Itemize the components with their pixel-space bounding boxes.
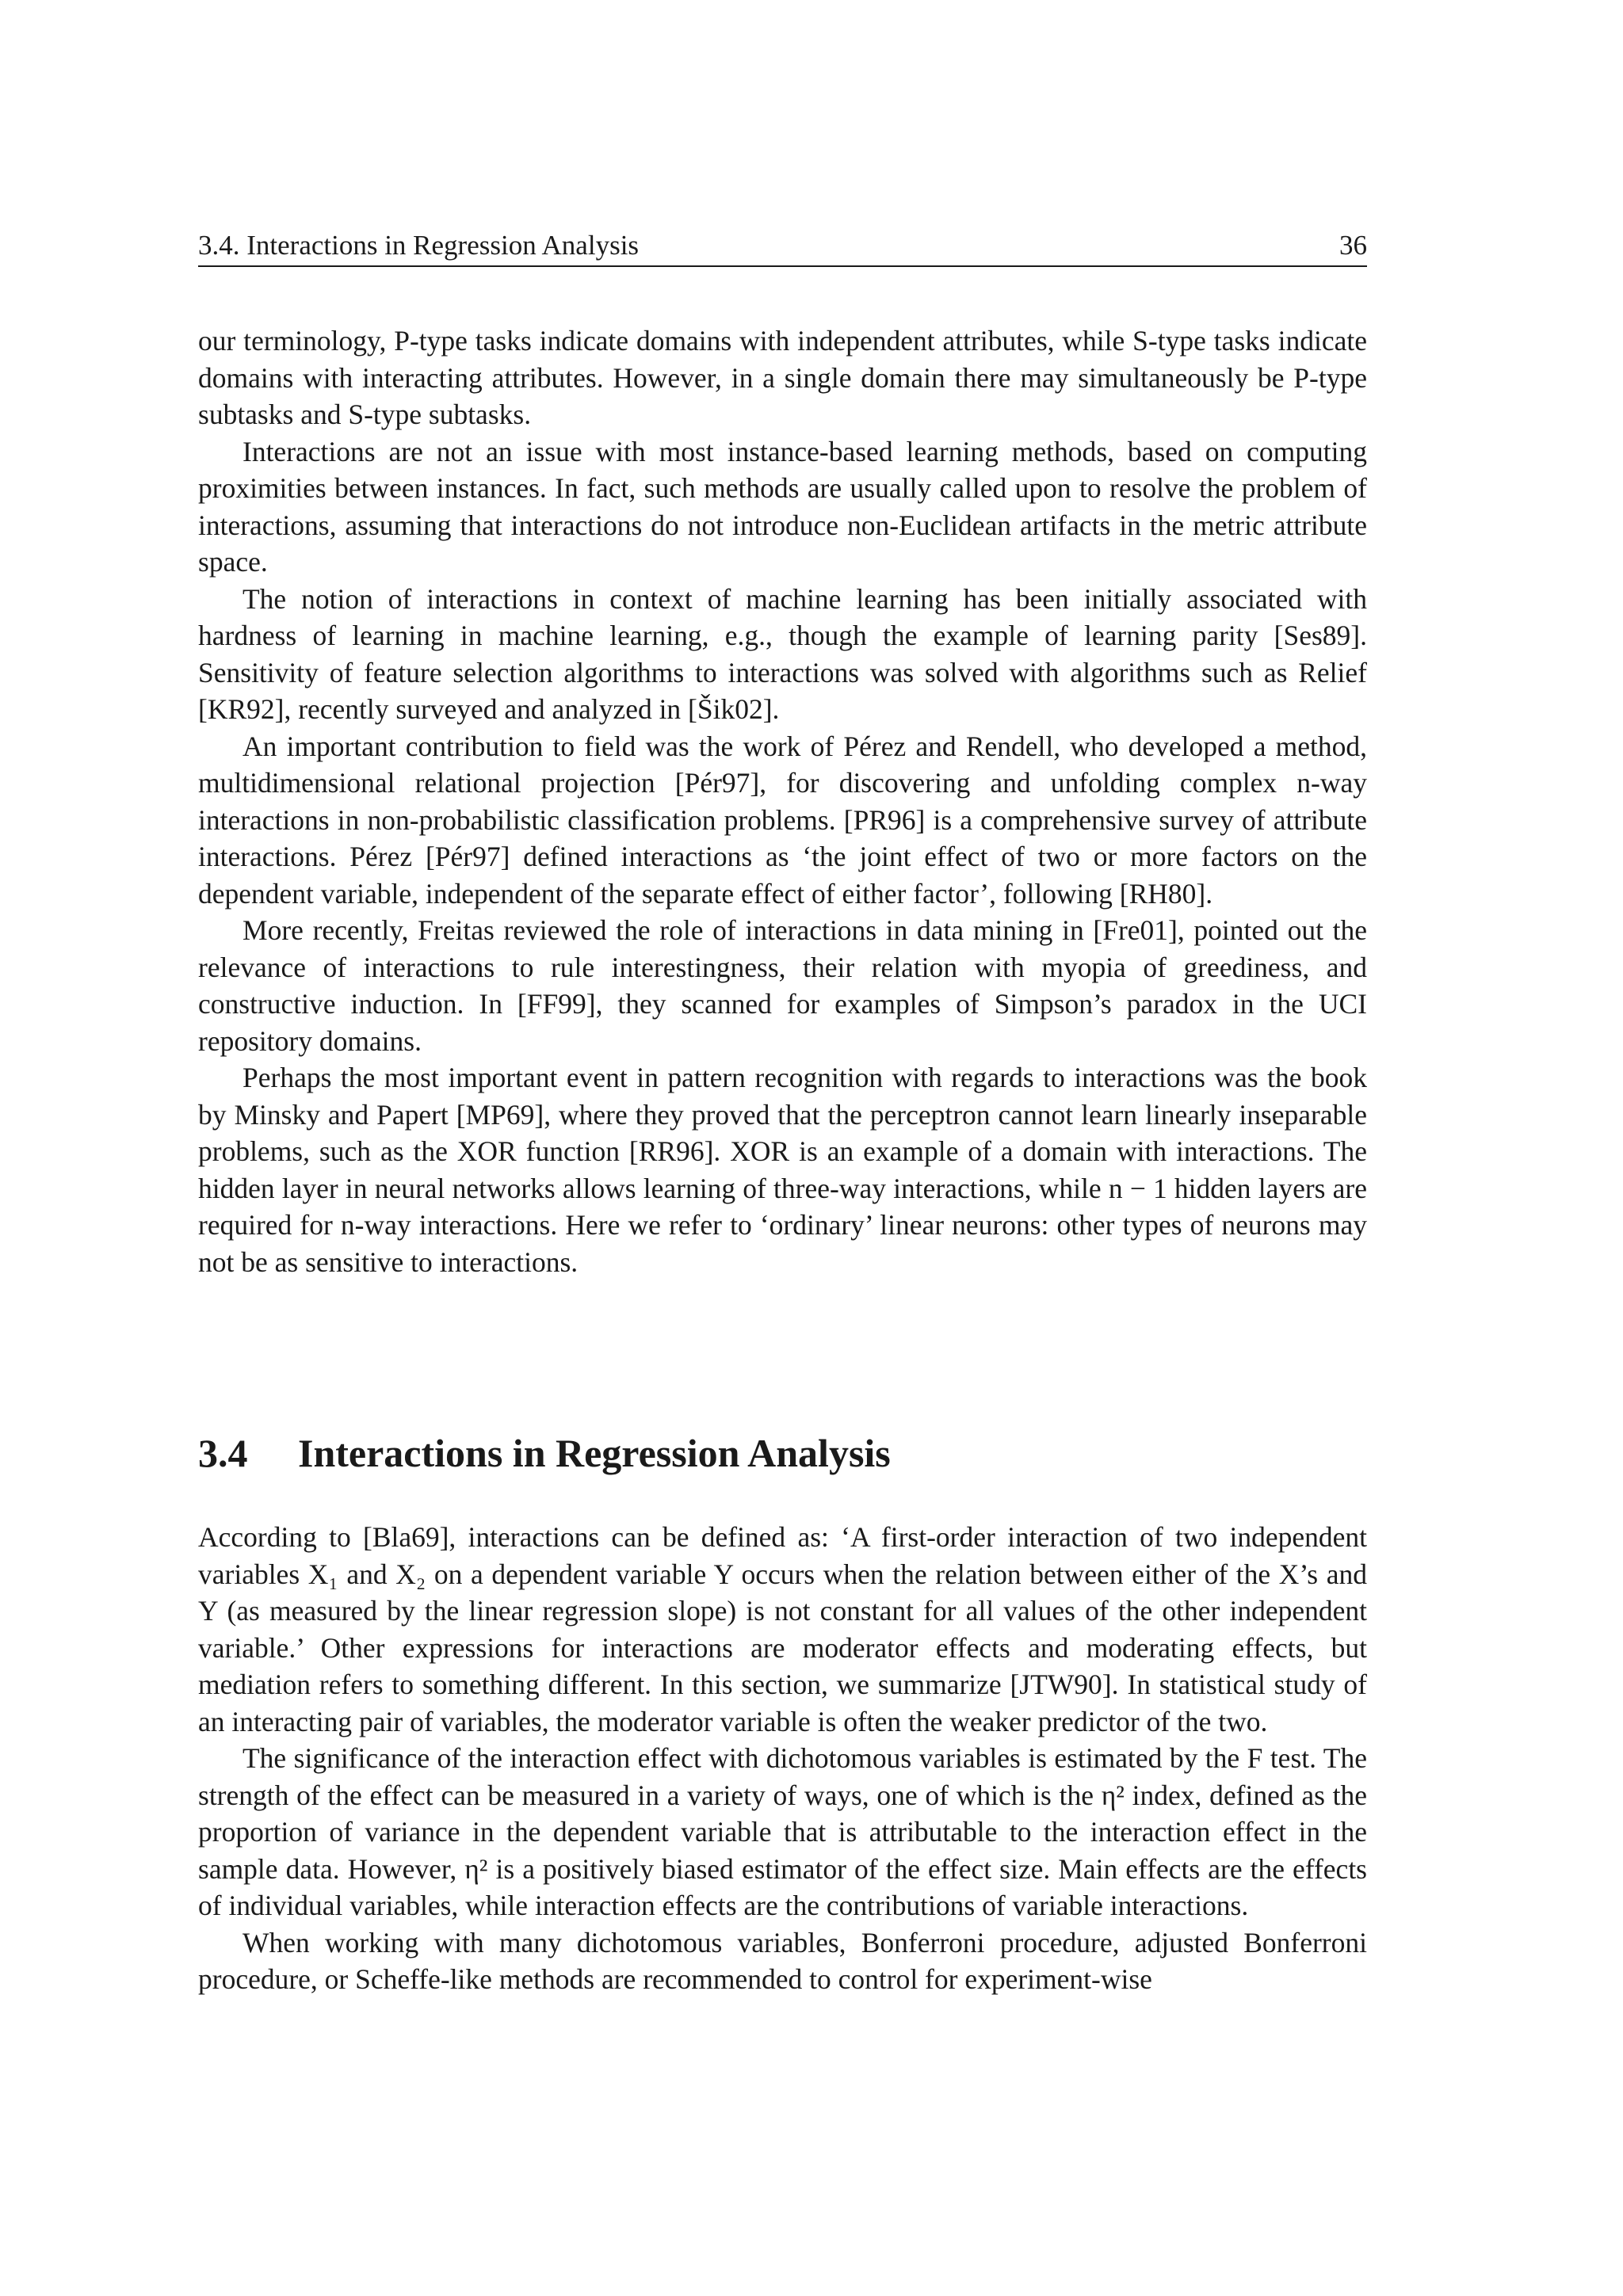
section-title: Interactions in Regression Analysis [298,1431,891,1475]
paragraph: According to [Bla69], interactions can be defined as: ‘A first-order interaction of two independent variables X₁ and X₂ on a dependent variable Y occurs when the relation between either of the X’s and Y (as measured by the linear regression slope) is not constant for all values of the other independent variable.’ Other expressions for interactions are moderator effects and moderating effects, but mediation refers to something different. In this section, we summarize [JTW90]. In statistical study of an interacting pair of variables, the moderator variable is often the weaker predictor of the two. [198,1521,1367,1737]
body-text-before-section [198,322,1367,1280]
running-title: 3.4. Interactions in Regression Analysis [198,230,640,261]
running-header [198,225,1367,266]
page-number: 36 [1339,230,1367,261]
paragraph: Perhaps the most important event in pattern recognition with regards to interactions was the book by Minsky and Papert [MP69], where they proved that the perceptron cannot learn linearly inseparable problems, such as the XOR function [RR96]. XOR is an example of a domain with interactions. The hidden layer in neural networks allows learning of three-way interactions, while n − 1 hidden layers are required for n-way interactions. Here we refer to ‘ordinary’ linear neurons: other types of neurons may not be as sensitive to interactions. [198,1062,1367,1278]
paragraph: When working with many dichotomous variables, Bonferroni procedure, adjusted Bonferroni procedure, or Scheffe-like methods are recommended to control for experiment-wise [198,1926,1367,1995]
paragraph: An important contribution to field was the work of Pérez and Rendell, who developed a method, multidimensional relational projection [Pér97], for discovering and unfolding complex n-way interactions in non-probabilistic classification problems. [PR96] is a comprehensive survey of attribute interactions. Pérez [Pér97] defined interactions as ‘the joint effect of two or more factors on the dependent variable, independent of the separate effect of either factor’, following [RH80]. [198,730,1367,910]
paragraph: Interactions are not an issue with most instance-based learning methods, based on computing proximities between instances. In fact, such methods are usually called upon to resolve the problem of interactions, assuming that interactions do not introduce non-Euclidean artifacts in the metric attribute space. [198,435,1367,578]
section-number: 3.4 [198,1431,248,1475]
header-rule [198,265,1367,267]
paragraph: The significance of the interaction effect with dichotomous variables is estimated by the F test. The strength of the effect can be measured in a variety of ways, one of which is the η² index, defined as the proportion of variance in the dependent variable that is attributable to the interaction effect in the sample data. However, η² is a positively biased estimator of the effect size. Main effects are the effects of individual variables, while interaction effects are the contributions of variable interactions. [198,1742,1367,1921]
paragraph: The notion of interactions in context of machine learning has been initially associated with hardness of learning in machine learning, e.g., though the example of learning parity [Ses89]. Sensitivity of feature selection algorithms to interactions was solved with algorithms such as Relief [KR92], recently surveyed and analyzed in [Šik02]. [198,582,1367,725]
paragraph: More recently, Freitas reviewed the role of interactions in data mining in [Fre01], pointed out the relevance of interactions to rule interestingness, their relation with myopia of greediness, and constructive induction. In [FF99], they scanned for examples of Simpson’s paradox in the UCI repository domains. [198,914,1367,1057]
body-text-after-section [198,1519,1367,1998]
paragraph: our terminology, P-type tasks indicate domains with independent attributes, while S-type tasks indicate domains with interacting attributes. However, in a single domain there may simultaneously be P-type subtasks and S-type subtasks. [198,325,1367,430]
section-heading [198,1428,1367,1478]
